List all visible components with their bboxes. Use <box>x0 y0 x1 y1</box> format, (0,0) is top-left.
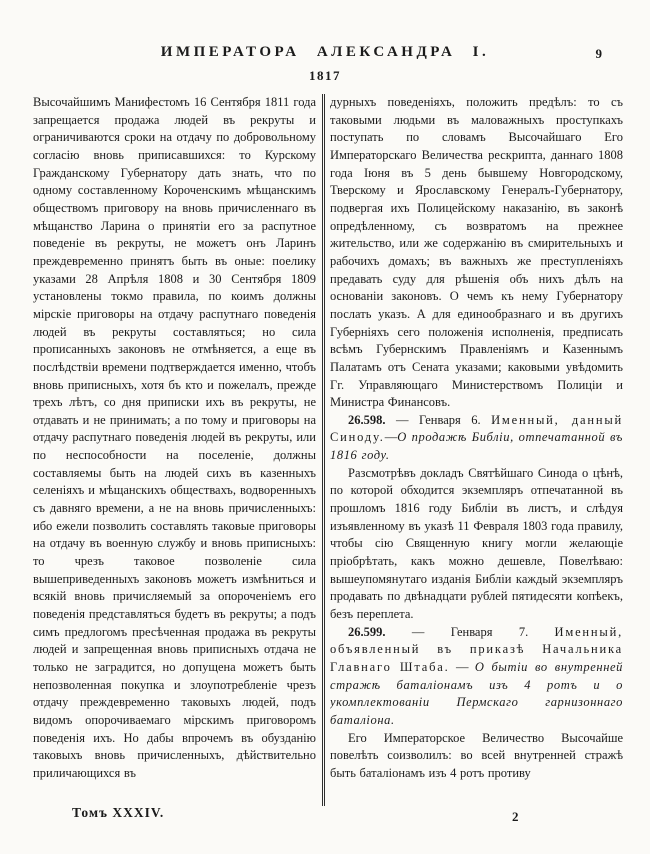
entry-26599-dash: — <box>411 624 425 639</box>
left-column <box>33 94 316 810</box>
entry-26599-body: Его Императорское Величество Высочайше повелѣть соизволилъ: во всей внутренней стражѣ быть баталіонамъ изъ 4 ротъ противу <box>330 730 623 780</box>
running-title: ИМПЕРАТОРА АЛЕКСАНДРА I. <box>160 44 490 60</box>
footer-volume-label: Томъ XXXIV. <box>72 805 165 820</box>
entry-26599-type-label: Именный, объявленный въ приказѣ Начальника Главнаго Штаба. <box>330 624 623 674</box>
entry-26599-subject: О бытіи во внутренней стражѣ баталіонамъ изъ 4 ротъ и о укомплектованіи Пермскаго гарнизоннаго баталіона. <box>330 660 623 727</box>
text-columns <box>33 94 623 810</box>
entry-26599-heading <box>330 624 623 730</box>
year-heading: 1817 <box>309 68 341 83</box>
entry-26598-subject-dash: — <box>384 430 398 445</box>
entry-26598-subject: О продажѣ Библіи, отпечатанной въ 1816 году. <box>330 430 623 463</box>
entry-26598-type-label: Именный, данный Синоду. <box>330 412 623 445</box>
entry-26599-number: 26.599. <box>348 624 386 639</box>
entry-26599-subject-dash: — <box>449 660 475 674</box>
entry-26598-number: 26.598. <box>348 412 386 427</box>
right-column <box>330 94 623 810</box>
continuation-paragraph: дурныхъ поведеніяхъ, положить предѣлъ: то съ таковыми людьми въ маловажныхъ проступкахъ поступать по словамъ Высочайшаго Его Императорскаго Величества рескрипта, даннаго 1808 года Іюня въ 5 день бывшему Новгородскому, Тверскому и Ярославскому Генералъ-Губернатору, подвергая ихъ Полицейскому наказанію, въ законѣ опредѣленному, съ возвратомъ на прежнее жительство, или же содержанію въ смирительныхъ и рабочихъ домахъ; въ важныхъ же преступленіяхъ предавать суду для рѣшенія объ нихъ дѣлъ на основаніи законовъ. О чемъ къ нему Губернатору послать указъ. А для единообразнаго и въ другихъ Губерніяхъ сего положенія исполненія, предписать всѣмъ Губернскимъ Правленіямъ и Казеннымъ Палатамъ отъ Сената указами; каковыми увѣдомить Гг. Управляющаго Министерствомъ Полиціи и Министра Финансовъ. <box>330 95 623 410</box>
entry-26598-date: Генваря 6. <box>418 412 481 427</box>
entry-26599-date: Генваря 7. <box>450 624 529 639</box>
entry-26598-heading <box>330 412 623 465</box>
entry-26598-body: Разсмотрѣвъ докладъ Святѣйшаго Синода о цѣнѣ, по которой обходится экземпляръ отпечатанной въ прошломъ 1816 году Библіи въ листъ, и слѣдуя изъявленному въ указѣ 11 Февраля 1803 года правилу, чтобы сію Священную книгу могли желающіе пріобрѣтать, какъ можно дешевле, Повелѣваю: вышеупомянутаго изданія Библіи каждый экземпляръ продавать по двѣнадцати рублей пятидесяти копѣекъ, безъ переплета. <box>330 465 623 622</box>
entry-26598-dash: — <box>395 412 409 427</box>
column-divider-rule <box>322 94 325 806</box>
footer-signature-number: 2 <box>512 809 519 824</box>
page-number: 9 <box>595 46 602 61</box>
left-column-paragraph: Высочайшимъ Манифестомъ 16 Сентября 1811 года запрещается продажа людей въ рекруты и ограничиваются сроки на отдачу по добровольному согласію вновь приписавшихся: то Курскому Гражданскому Губернатору дать знать, что по одному составленному Короченскимъ мѣщанскимъ обществомъ приговору на вновь причисленнаго въ мѣщанство Ларина о принятіи его за распутное поведеніе въ рекруты, не можетъ онъ Ларинъ преждевременно принятъ быть въ оные: поелику указами 28 Апрѣля 1808 и 30 Сентября 1809 установлены токмо правила, по коимъ должны мірскіе приговоры на отдачу распутнаго поведенія людей въ рекруты составляться; но сила прописанныхъ законовъ не отмѣняется, а еще въ послѣдствіи времени подтверждается именно, чтобъ вновь приписныхъ, хотя бъ кто и пожелалъ, прежде трехъ лѣтъ, со дня приписки ихъ въ рекруты, не отдавать и не принимать; а по тому и приговоры на отдачу распутнаго поведенія людей въ рекруты, или по неспособности на поселеніе, должны составляемы быть на людей сихъ въ казенныхъ селеніяхъ и мѣщанскихъ обществахъ, водворенныхъ съ давняго времени, а не на вновь причисленныхъ: ибо ежели позволить составлять таковые приговоры на отдачу въ военную службу и вновь приписныхъ: то чрезъ таковое позволеніе сила вышеприведенныхъ законовъ можетъ измѣниться и всякій вновь причисляемый за опороченіемъ его поведенія представляться будетъ въ рекруты; а подъ симъ предлогомъ пресѣченная продажа въ рекруты людей и запрещенная вновь приписныхъ отдача не только не заградится, но допущена можетъ быть непозволенная покупка и злоупотребленіе чрезъ отдачу преждевременно таковыхъ людей, подъ видомъ опорочиваемаго мірскимъ приговоромъ поведенія ихъ. Но дабы впрочемъ въ обузданію таковыхъ вновь причисленныхъ, дѣйствительно приличающихся въ <box>33 95 316 780</box>
